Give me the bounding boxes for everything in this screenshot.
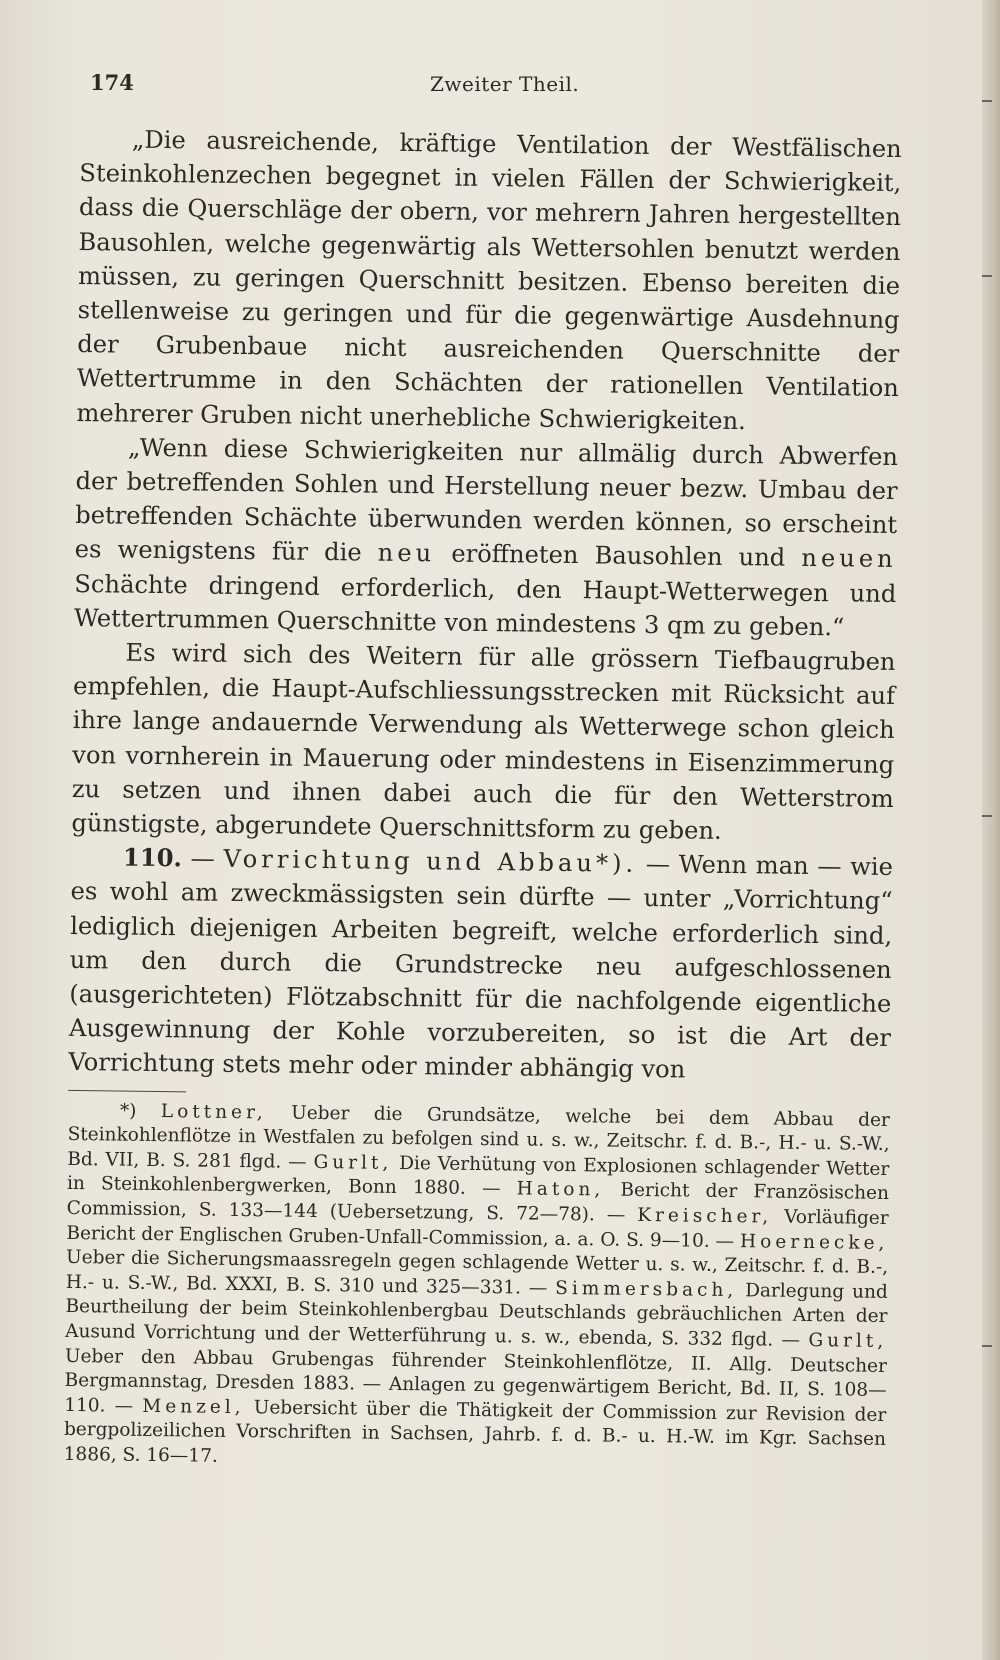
section-110 <box>68 840 893 1089</box>
footnote-marker: *) <box>119 1100 137 1122</box>
footnote-text: Ueber die Grundsätze, welche bei dem Abbau der Steinkohlenflötze in Westfalen zu befolgen sind u. s. w., Zeitschr. f. d. B.-, H.- u. S.-W., Bd. VII, B. S. 281 flgd. — <box>67 1102 890 1173</box>
section-dash: — <box>190 844 215 873</box>
footnote-text: Ueber den Abbau Grubengas führender Steinkohlenflötze, II. Allg. Deutscher Bergmannstag, Dresden 1883. — Anlagen zu gegenwärtigem Bericht, Bd. II, S. 108—110. — <box>64 1345 887 1417</box>
footnote-author: Gurlt, <box>808 1330 888 1352</box>
edge-mark <box>982 815 992 817</box>
footnote-author: Kreischer, <box>637 1204 773 1228</box>
paragraph-recommendation: Es wird sich des Weitern für alle grössern Tiefbaugruben empfehlen, die Haupt-Aufschliessungsstrecken mit Rücksicht auf ihre lange andauernde Verwendung als Wetterwege schon gleich von vornherein in Mauerung oder mindestens in Eisenzimmerung zu setzen und ihnen dabei auch die für den Wetterstrom günstigste, abgerundete Querschnittsform zu geben. <box>71 638 896 845</box>
emphasis-neu: neu <box>377 539 436 568</box>
edge-mark <box>982 1345 992 1347</box>
footnote-text: Uebersicht über die Thätigkeit der Commission zur Revision der bergpolizeilichen Vorschriften in Sachsen, Jahrb. f. d. B.- u. H.-W. im Kgr. Sachsen 1886, S. 16—17. <box>63 1397 887 1467</box>
footnote-author: Hoernecke, <box>739 1230 889 1254</box>
footnote-text: Ueber die Sicherungsmaassregeln gegen schlagende Wetter u. s. w., Zeitschr. f. d. B.-, H.- u. S.-W., Bd. XXXI, B. S. 310 und 325—331. — <box>65 1247 889 1299</box>
paragraph-quote-1: „Die ausreichende, kräftige Ventilation der Westfälischen Steinkohlenzechen begegnet in vielen Fällen der Schwierigkeit, dass die Querschläge der obern, vor mehrern Jahren hergestellten Bausohlen, welche gegenwärtig als Wettersohlen benutzt werden müssen, zu geringen Querschnitt besitzen. Ebenso bereiten die stellenweise zu geringen und für die gegenwärtige Ausdehnung der Grubenbaue nicht ausreichenden Querschnitte der Wettertrumme in den Schächten der rationellen Ventilation mehrerer Gruben nicht unerhebliche Schwierigkeiten. <box>76 125 902 435</box>
page-number: 174 <box>90 70 134 95</box>
edge-mark <box>982 100 992 102</box>
running-title: Zweiter Theil. <box>430 72 580 96</box>
main-text <box>64 122 902 1478</box>
footnote-text: Die Verhütung von Explosionen schlagender Wetter in Steinkohlenbergwerken, Bonn 1880. — <box>66 1152 890 1200</box>
paragraph-quote-2 <box>74 430 898 645</box>
section-title: Vorrichtung und Abbau*). <box>223 845 638 879</box>
section-text: — Wenn man — wie es wohl am zweckmässigsten sein dürfte — unter „Vorrichtung“ lediglich diejenigen Arbeiten begreift, welche erforderlich sind, um den durch die Grundstrecke neu aufgeschlossenen (ausgerichteten) Flötzabschnitt für die nachfolgende eigentliche Ausgewinnung der Kohle vorzubereiten, so ist die Art der Vorrichtung stets mehr oder minder abhängig von <box>68 850 894 1084</box>
footnote-divider <box>68 1090 186 1092</box>
footnote-author: Haton, <box>516 1178 605 1201</box>
page-edge <box>982 0 1000 1660</box>
footnote-text: Darlegung und Beurtheilung der beim Steinkohlenbergbau Deutschlands gebräuchlichen Arten der Ausund Vorrichtung und der Wetterführung u. s. w., ebenda, S. 332 flgd. — <box>65 1280 888 1351</box>
footnote-author: Gurlt, <box>313 1151 393 1174</box>
footnote <box>64 1099 890 1478</box>
footnote-author: Menzel, <box>142 1395 245 1418</box>
text-run: Schächte dringend erforderlich, den Haupt-Wetterwegen und Wettertrummen Querschnitte von mindestens 3 qm zu geben.“ <box>73 569 897 642</box>
footnote-text: Bericht der Französischen Commission, S. 133—144 (Uebersetzung, S. 72—78). — <box>66 1180 890 1226</box>
text-run: „Wenn diese Schwierigkeiten nur allmälig durch Abwerfen der betreffenden Sohlen und Herstellung neuer bezw. Umbau der betreffenden Schächte überwunden werden können, so erscheint es wenigstens für die <box>74 433 899 567</box>
section-number: 110. <box>122 842 183 873</box>
text-run: eröffneten Bausohlen und <box>451 540 786 573</box>
footnote-text: Vorläufiger Bericht der Englischen Gruben-Unfall-Commission, a. a. O. S. 9—10. — <box>66 1206 889 1252</box>
footnote-author: Lottner, <box>160 1100 267 1124</box>
edge-mark <box>982 275 992 277</box>
emphasis-neuen: neuen <box>801 544 897 574</box>
footnote-author: Simmersbach, <box>555 1277 738 1301</box>
